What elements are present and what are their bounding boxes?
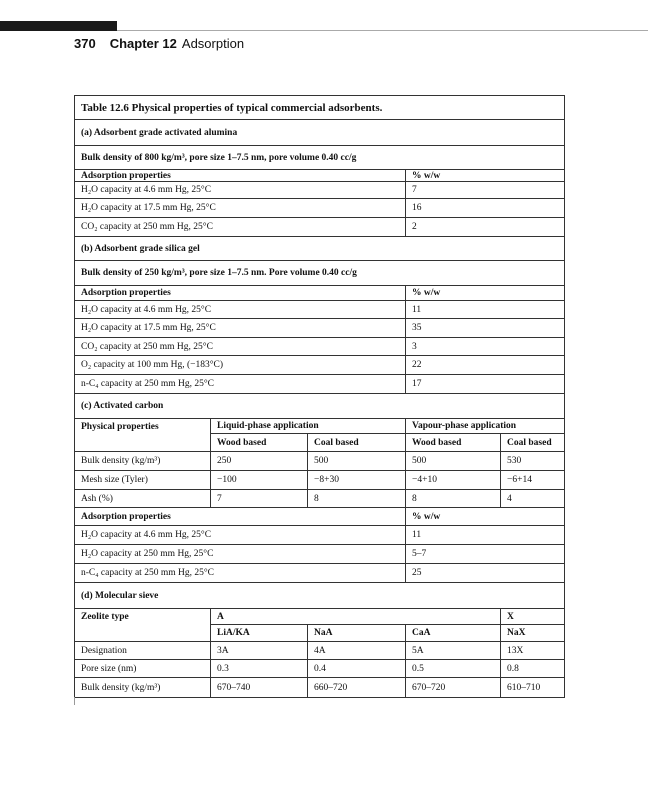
property-value: 17: [406, 375, 565, 394]
column-header: % w/w: [406, 286, 565, 301]
property-value: −4+10: [406, 471, 501, 490]
table-row: [75, 301, 565, 319]
table-row: [75, 120, 565, 146]
property-value: 8: [308, 490, 406, 508]
property-value: 5A: [406, 642, 501, 660]
chapter-title: Adsorption: [181, 36, 245, 51]
table-row: [75, 642, 565, 660]
column-header: Zeolite type: [75, 609, 211, 642]
property-label: H₂O capacity at 17.5 mm Hg, 25°C: [75, 319, 406, 338]
property-value: −100: [211, 471, 308, 490]
property-label: Ash (%): [75, 490, 211, 508]
running-header: [74, 36, 244, 51]
section-heading: (a) Adsorbent grade activated alumina: [75, 120, 565, 146]
table-row: [75, 526, 565, 545]
property-value: 35: [406, 319, 565, 338]
property-value: 660–720: [308, 678, 406, 698]
adsorbents-table: [74, 95, 565, 698]
property-label: O₂ capacity at 100 mm Hg, (−183°C): [75, 356, 406, 375]
table-row: [75, 199, 565, 218]
property-label: n-C₄ capacity at 250 mm Hg, 25°C: [75, 375, 406, 394]
property-value: 0.8: [501, 660, 565, 678]
column-subheader: NaX: [501, 625, 565, 642]
property-label: H₂O capacity at 4.6 mm Hg, 25°C: [75, 182, 406, 199]
property-value: 3: [406, 338, 565, 356]
section-bulk-info: Bulk density of 800 kg/m³, pore size 1–7.5 nm, pore volume 0.40 cc/g: [75, 146, 565, 170]
table-title: Table 12.6 Physical properties of typical commercial adsorbents.: [75, 96, 565, 120]
chapter-number: Chapter 12: [109, 36, 177, 51]
property-value: 610–710: [501, 678, 565, 698]
property-value: 500: [308, 452, 406, 471]
property-label: H₂O capacity at 17.5 mm Hg, 25°C: [75, 199, 406, 218]
property-value: 25: [406, 564, 565, 583]
column-subheader: Coal based: [501, 434, 565, 452]
property-value: 0.3: [211, 660, 308, 678]
property-value: 0.5: [406, 660, 501, 678]
property-value: 11: [406, 301, 565, 319]
column-subheader: Coal based: [308, 434, 406, 452]
table-row: [75, 471, 565, 490]
table-row: [75, 182, 565, 199]
property-label: CO₂ capacity at 250 mm Hg, 25°C: [75, 218, 406, 237]
table-row: [75, 490, 565, 508]
property-label: Bulk density (kg/m³): [75, 678, 211, 698]
table-row: [75, 609, 565, 625]
property-value: 22: [406, 356, 565, 375]
property-value: 500: [406, 452, 501, 471]
column-header: Liquid-phase application: [211, 419, 406, 434]
column-header: Vapour-phase application: [406, 419, 565, 434]
property-value: 16: [406, 199, 565, 218]
property-value: 11: [406, 526, 565, 545]
table-row: [75, 146, 565, 170]
table-row: [75, 286, 565, 301]
property-value: 7: [406, 182, 565, 199]
column-header: % w/w: [406, 508, 565, 526]
header-rule: [117, 30, 648, 31]
table-row: [75, 96, 565, 120]
property-value: 8: [406, 490, 501, 508]
table-row: [75, 564, 565, 583]
page-number: 370: [74, 36, 96, 51]
table-row: [75, 261, 565, 286]
property-value: 250: [211, 452, 308, 471]
property-value: 3A: [211, 642, 308, 660]
property-value: 670–740: [211, 678, 308, 698]
property-value: 670–720: [406, 678, 501, 698]
table-row: [75, 375, 565, 394]
column-subheader: NaA: [308, 625, 406, 642]
section-bulk-info: Bulk density of 250 kg/m³, pore size 1–7.5 nm. Pore volume 0.40 cc/g: [75, 261, 565, 286]
table-row: [75, 583, 565, 609]
table-row: [75, 394, 565, 419]
property-value: 13X: [501, 642, 565, 660]
table-row: [75, 356, 565, 375]
property-label: Mesh size (Tyler): [75, 471, 211, 490]
column-subheader: Wood based: [211, 434, 308, 452]
property-label: Bulk density (kg/m³): [75, 452, 211, 471]
table-row: [75, 452, 565, 471]
property-value: −6+14: [501, 471, 565, 490]
property-label: H₂O capacity at 4.6 mm Hg, 25°C: [75, 301, 406, 319]
column-header: % w/w: [406, 170, 565, 182]
table-row: [75, 545, 565, 564]
table-row: [75, 170, 565, 182]
property-value: 4: [501, 490, 565, 508]
column-header: A: [211, 609, 501, 625]
table-row: [75, 218, 565, 237]
section-heading: (d) Molecular sieve: [75, 583, 565, 609]
table-row: [75, 419, 565, 434]
property-label: n-C₄ capacity at 250 mm Hg, 25°C: [75, 564, 406, 583]
property-value: 5–7: [406, 545, 565, 564]
header-bar: [0, 21, 117, 31]
column-header: X: [501, 609, 565, 625]
property-label: H₂O capacity at 4.6 mm Hg, 25°C: [75, 526, 406, 545]
property-label: Pore size (nm): [75, 660, 211, 678]
table-row: [75, 319, 565, 338]
column-header: Adsorption properties: [75, 286, 406, 301]
property-value: −8+30: [308, 471, 406, 490]
column-header: Adsorption properties: [75, 170, 406, 182]
property-label: H₂O capacity at 250 mm Hg, 25°C: [75, 545, 406, 564]
property-value: 0.4: [308, 660, 406, 678]
property-value: 4A: [308, 642, 406, 660]
column-subheader: CaA: [406, 625, 501, 642]
table-row: [75, 660, 565, 678]
table-row: [75, 678, 565, 698]
property-label: CO₂ capacity at 250 mm Hg, 25°C: [75, 338, 406, 356]
property-value: 2: [406, 218, 565, 237]
table-row: [75, 237, 565, 261]
property-value: 7: [211, 490, 308, 508]
table-row: [75, 508, 565, 526]
section-heading: (b) Adsorbent grade silica gel: [75, 237, 565, 261]
property-value: 530: [501, 452, 565, 471]
property-label: Designation: [75, 642, 211, 660]
table-row: [75, 338, 565, 356]
table-stub-line: [74, 697, 75, 705]
column-subheader: LiA/KA: [211, 625, 308, 642]
column-header: Physical properties: [75, 419, 211, 452]
section-heading: (c) Activated carbon: [75, 394, 565, 419]
column-subheader: Wood based: [406, 434, 501, 452]
column-header: Adsorption properties: [75, 508, 406, 526]
